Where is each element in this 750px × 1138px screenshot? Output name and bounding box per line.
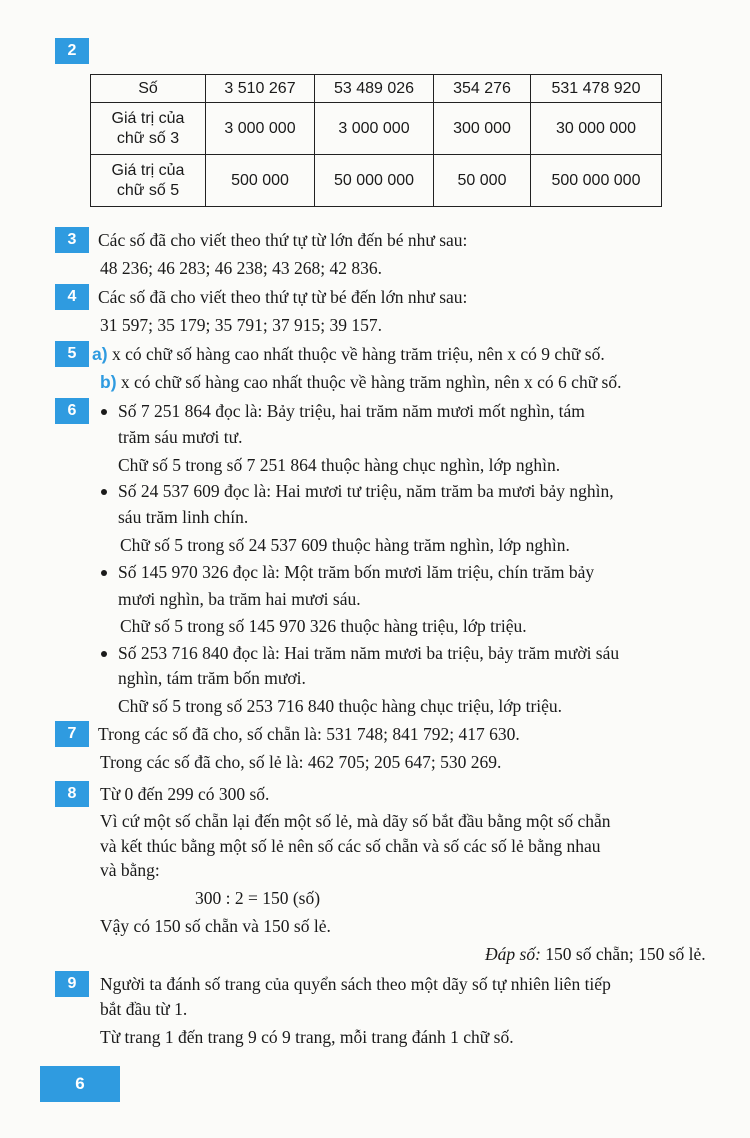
part-a-label: a): [92, 344, 108, 364]
bullet: [101, 489, 107, 495]
part-b-label: b): [100, 372, 117, 392]
exercise-5-number: 5: [55, 341, 89, 367]
table-cell: 50 000 000: [315, 155, 434, 207]
bullet: [101, 570, 107, 576]
ex7-odd-numbers: Trong các số đã cho, số lẻ là: 462 705; 205 647; 530 269.: [100, 752, 502, 772]
table-cell: 500 000: [206, 155, 315, 207]
ex8-line2: Vì cứ một số chẵn lại đến một số lẻ, mà dãy số bắt đầu bằng một số chẵn: [100, 811, 611, 831]
ex9-line1: Người ta đánh số trang của quyển sách theo một dãy số tự nhiên liên tiếp: [100, 974, 611, 994]
ex6-bullet3-line3: Chữ số 5 trong số 145 970 326 thuộc hàng triệu, lớp triệu.: [120, 616, 527, 636]
ex9-line3: Từ trang 1 đến trang 9 có 9 trang, mỗi trang đánh 1 chữ số.: [100, 1027, 514, 1047]
table-cell: 300 000: [434, 103, 531, 155]
ex6-bullet4-line1: Số 253 716 840 đọc là: Hai trăm năm mươi ba triệu, bảy trăm mười sáu: [118, 643, 620, 663]
table-cell: 53 489 026: [315, 75, 434, 103]
table-cell: Giá trị của chữ số 3: [91, 103, 206, 155]
ex7-even-numbers: Trong các số đã cho, số chẵn là: 531 748; 841 792; 417 630.: [98, 724, 520, 744]
ex6-bullet1-line3: Chữ số 5 trong số 7 251 864 thuộc hàng chục nghìn, lớp nghìn.: [118, 455, 561, 475]
ex4-answer: 31 597; 35 179; 35 791; 37 915; 39 157.: [100, 315, 382, 335]
table-cell: 3 000 000: [206, 103, 315, 155]
ex3-text: Các số đã cho viết theo thứ tự từ lớn đến bé như sau:: [98, 230, 468, 250]
table-cell: Số: [91, 75, 206, 103]
table-cell: 500 000 000: [531, 155, 662, 207]
exercise-6-number: 6: [55, 398, 89, 424]
ex6-bullet1-line2: trăm sáu mươi tư.: [118, 427, 243, 447]
ex8-line1: Từ 0 đến 299 có 300 số.: [100, 784, 270, 804]
table-row: [91, 103, 662, 155]
ex6-bullet4-line2: nghìn, tám trăm bốn mươi.: [118, 668, 306, 688]
ex6-bullet2-line1: Số 24 537 609 đọc là: Hai mươi tư triệu, năm trăm ba mươi bảy nghìn,: [118, 481, 614, 501]
table-row: [91, 75, 662, 103]
ex5-part-a: [92, 342, 605, 366]
digit-value-table: [90, 74, 662, 207]
ex4-text: Các số đã cho viết theo thứ tự từ bé đến lớn như sau:: [98, 287, 468, 307]
ex6-bullet2-line3: Chữ số 5 trong số 24 537 609 thuộc hàng trăm nghìn, lớp nghìn.: [120, 535, 570, 555]
ex3-answer: 48 236; 46 283; 46 238; 43 268; 42 836.: [100, 258, 382, 278]
ex5-part-b: [100, 370, 622, 394]
table-cell: 3 000 000: [315, 103, 434, 155]
ex6-bullet3-line1: Số 145 970 326 đọc là: Một trăm bốn mươi lăm triệu, chín trăm bảy: [118, 562, 595, 582]
ex6-bullet4-line3: Chữ số 5 trong số 253 716 840 thuộc hàng chục triệu, lớp triệu.: [118, 696, 563, 716]
part-a-text: x có chữ số hàng cao nhất thuộc về hàng trăm triệu, nên x có 9 chữ số.: [111, 344, 605, 364]
exercise-8-number: 8: [55, 781, 89, 807]
ex8-line3: và kết thúc bằng một số lẻ nên số các số chẵn và số các số lẻ bằng nhau: [100, 836, 601, 856]
exercise-2-number: 2: [55, 38, 89, 64]
ex9-line2: bắt đầu từ 1.: [100, 999, 188, 1019]
table-cell: 3 510 267: [206, 75, 315, 103]
answer-label: Đáp số:: [485, 944, 541, 964]
ex8-answer: [485, 942, 706, 966]
table-cell: Giá trị của chữ số 5: [91, 155, 206, 207]
bullet: [101, 409, 107, 415]
exercise-4-number: 4: [55, 284, 89, 310]
table-cell: 354 276: [434, 75, 531, 103]
ex8-conclusion: Vậy có 150 số chẵn và 150 số lẻ.: [100, 916, 331, 936]
answer-text: 150 số chẵn; 150 số lẻ.: [545, 944, 706, 964]
ex8-formula: 300 : 2 = 150 (số): [195, 888, 321, 908]
table-cell: 531 478 920: [531, 75, 662, 103]
table-row: [91, 155, 662, 207]
ex6-bullet1-line1: Số 7 251 864 đọc là: Bảy triệu, hai trăm năm mươi mốt nghìn, tám: [118, 401, 585, 421]
page-number: 6: [40, 1066, 120, 1102]
exercise-7-number: 7: [55, 721, 89, 747]
ex6-bullet3-line2: mươi nghìn, ba trăm hai mươi sáu.: [118, 589, 361, 609]
table-cell: 50 000: [434, 155, 531, 207]
bullet: [101, 651, 107, 657]
ex6-bullet2-line2: sáu trăm linh chín.: [118, 507, 249, 527]
exercise-9-number: 9: [55, 971, 89, 997]
ex8-line4: và bằng:: [100, 860, 160, 880]
table-cell: 30 000 000: [531, 103, 662, 155]
exercise-3-number: 3: [55, 227, 89, 253]
part-b-text: x có chữ số hàng cao nhất thuộc về hàng trăm nghìn, nên x có 6 chữ số.: [120, 372, 622, 392]
